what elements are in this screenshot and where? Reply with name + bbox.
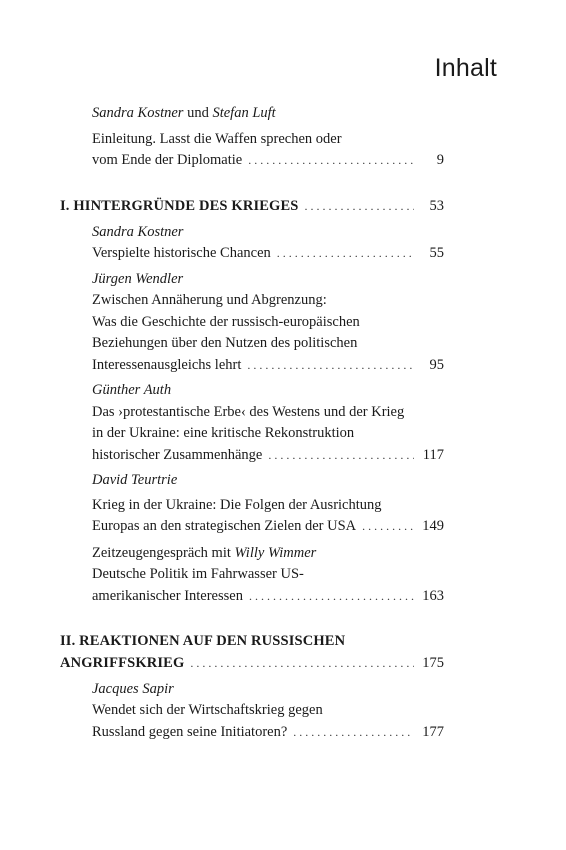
- toc-page-number: 177: [422, 724, 444, 740]
- dot-leader: [277, 244, 414, 262]
- toc-entry-title: historischer Zusammenhänge: [92, 447, 263, 463]
- toc-entry-title: vom Ende der Diplomatie: [92, 152, 243, 168]
- toc-entry-leader[interactable]: [92, 244, 444, 262]
- toc-entry-title: Was die Geschichte der russisch-europäischen: [92, 314, 360, 330]
- toc-author: Sandra Kostner: [92, 105, 184, 121]
- section-title: ANGRIFFSKRIEG: [60, 655, 185, 671]
- toc-entry-title: Einleitung. Lasst die Waffen sprechen oder: [92, 131, 342, 147]
- toc-author: Stefan Luft: [212, 105, 276, 121]
- toc-author-line: [92, 104, 276, 122]
- dot-leader: [248, 151, 414, 169]
- toc-entry-leader[interactable]: [92, 151, 444, 169]
- toc-author-joiner: und: [183, 105, 213, 121]
- dot-leader: [268, 446, 414, 464]
- toc-entry-leader[interactable]: [92, 723, 444, 741]
- toc-author-line: [92, 544, 316, 562]
- toc-page-number: 95: [429, 357, 444, 373]
- toc-entry-title: in der Ukraine: eine kritische Rekonstruktion: [92, 425, 355, 441]
- section-title: II. REAKTIONEN AUF DEN RUSSISCHEN: [60, 633, 346, 649]
- toc-author: Jürgen Wendler: [92, 271, 184, 287]
- toc-page-number: 163: [422, 588, 444, 604]
- toc-page-number: 175: [422, 655, 444, 671]
- toc-entry-title: Verspielte historische Chancen: [92, 245, 271, 261]
- dot-leader: [249, 587, 414, 605]
- toc-page-number: 55: [429, 245, 444, 261]
- toc-entry-title: Beziehungen über den Nutzen des politischen: [92, 335, 358, 351]
- dot-leader: [293, 723, 414, 741]
- toc-entry-title: Deutsche Politik im Fahrwasser US-: [92, 566, 304, 582]
- toc-entry-title: Zwischen Annäherung und Abgrenzung:: [92, 292, 327, 308]
- page-title: Inhalt: [434, 54, 497, 82]
- toc-page-number: 53: [429, 198, 444, 214]
- toc-entry-title: Wendet sich der Wirtschaftskrieg gegen: [92, 702, 323, 718]
- toc-section-heading[interactable]: [60, 654, 444, 672]
- dot-leader: [362, 517, 414, 535]
- toc-page-number: 149: [422, 518, 444, 534]
- dot-leader: [190, 654, 414, 672]
- toc-author: Sandra Kostner: [92, 224, 184, 240]
- toc-entry-leader[interactable]: [92, 517, 444, 535]
- toc-entry-title: Krieg in der Ukraine: Die Folgen der Ausrichtung: [92, 497, 382, 513]
- dot-leader: [247, 356, 414, 374]
- toc-entry-title: amerikanischer Interessen: [92, 588, 243, 604]
- section-title: I. HINTERGRÜNDE DES KRIEGES: [60, 198, 299, 214]
- toc-author: Jacques Sapir: [92, 681, 174, 697]
- toc-section-heading[interactable]: [60, 197, 444, 215]
- toc-page-number: 117: [422, 447, 444, 463]
- toc-author: Günther Auth: [92, 382, 172, 398]
- dot-leader: [305, 197, 414, 215]
- toc-author: Willy Wimmer: [234, 545, 317, 561]
- toc-page-number: 9: [436, 152, 444, 168]
- toc-entry-title: Europas an den strategischen Zielen der USA: [92, 518, 357, 534]
- toc-author: David Teurtrie: [92, 472, 178, 488]
- toc-entry-leader[interactable]: [92, 587, 444, 605]
- toc-entry-title: Das ›protestantische Erbe‹ des Westens und der Krieg: [92, 404, 405, 420]
- toc-entry-title: Russland gegen seine Initiatoren?: [92, 724, 288, 740]
- toc-author-prefix: Zeitzeugengespräch mit: [92, 545, 235, 561]
- toc-entry-title: Interessenausgleichs lehrt: [92, 357, 242, 373]
- toc-entry-leader[interactable]: [92, 356, 444, 374]
- toc-entry-leader[interactable]: [92, 446, 444, 464]
